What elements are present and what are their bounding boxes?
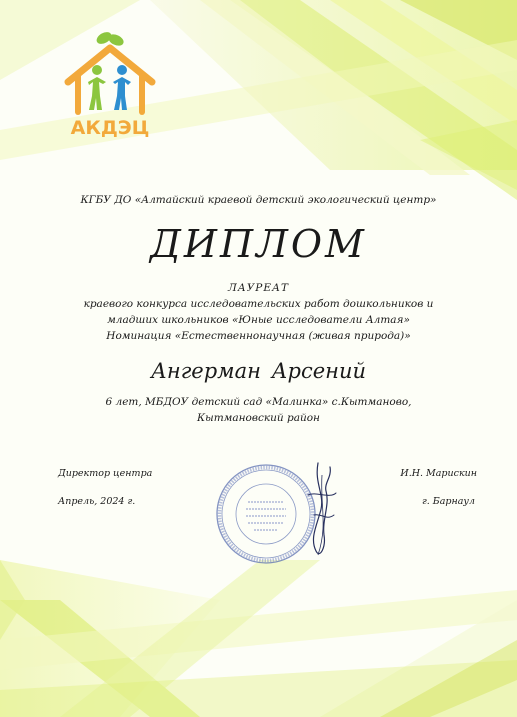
director-signature: [296, 455, 346, 565]
issue-date: Апрель, 2024 г.: [58, 496, 136, 507]
logo-text: АКДЭЦ: [70, 117, 150, 139]
diploma-title: ДИПЛОМ: [150, 222, 367, 266]
recipient-info-line-2: Кытмановский район: [197, 412, 320, 424]
recipient-info-line-1: 6 лет, МБДОУ детский сад «Малинка» с.Кытманово,: [105, 396, 412, 408]
organization-name: КГБУ ДО «Алтайский краевой детский экологический центр»: [80, 194, 437, 206]
director-name: И.Н. Марискин: [400, 468, 477, 479]
laureate-label: ЛАУРЕАТ: [228, 282, 289, 294]
nomination: Номинация «Естественнонаучная (живая природа)»: [106, 330, 411, 342]
recipient-name: Ангерман Арсений: [150, 359, 367, 383]
director-label: Директор центра: [58, 468, 153, 479]
contest-line-1: краевого конкурса исследовательских работ дошкольников и: [83, 298, 434, 310]
house-family-icon: [68, 30, 152, 112]
contest-line-2: младших школьников «Юные исследователи Алтая»: [107, 314, 410, 326]
akdec-logo: [58, 30, 162, 140]
issue-city: г. Барнаул: [421, 496, 475, 507]
